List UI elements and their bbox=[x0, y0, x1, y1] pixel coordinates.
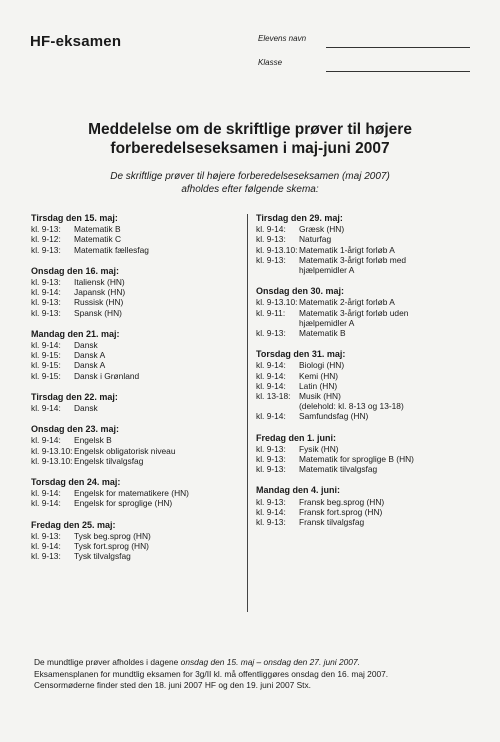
student-name-line bbox=[326, 47, 470, 48]
exam-subject: Engelsk for sproglige (HN) bbox=[74, 498, 173, 509]
exam-time: kl. 9-12: bbox=[31, 234, 61, 245]
exam-time: kl. 9-13: bbox=[31, 551, 61, 562]
document-title: HF-eksamen bbox=[30, 33, 122, 50]
column-divider bbox=[247, 214, 248, 612]
exam-subject: Fysik (HN) bbox=[299, 443, 339, 454]
exam-subject: Matematik 1-årigt forløb A bbox=[299, 244, 395, 255]
exam-time: kl. 9-13: bbox=[256, 254, 286, 265]
exam-entry bbox=[256, 444, 466, 454]
exam-entry bbox=[31, 531, 241, 541]
exam-entry bbox=[31, 435, 241, 445]
exam-entry bbox=[31, 350, 241, 360]
intro-line-1: De skriftlige prøver til højere forberedelseseksamen (maj 2007) bbox=[110, 171, 390, 182]
exam-subject: Spansk (HN) bbox=[74, 307, 122, 318]
exam-day bbox=[31, 266, 241, 318]
exam-time: kl. 9-13: bbox=[256, 328, 286, 339]
exam-subject: Latin (HN) bbox=[299, 380, 338, 391]
exam-day bbox=[31, 520, 241, 562]
exam-entry bbox=[31, 224, 241, 234]
exam-entry bbox=[256, 328, 466, 338]
exam-day-title: Tirsdag den 15. maj: bbox=[31, 213, 118, 223]
exam-time: kl. 9-13.10: bbox=[31, 445, 73, 456]
exam-time: kl. 9-13: bbox=[256, 464, 286, 475]
exam-entry bbox=[31, 245, 241, 255]
exam-subject: Italiensk (HN) bbox=[74, 277, 125, 288]
exam-entry bbox=[256, 497, 466, 507]
exam-subject: Matematik B bbox=[74, 224, 121, 235]
exam-entry bbox=[31, 277, 241, 287]
exam-subject: Samfundsfag (HN) bbox=[299, 411, 369, 422]
exam-time: kl. 9-13: bbox=[31, 244, 61, 255]
exam-entry bbox=[31, 287, 241, 297]
exam-time: kl. 9-14: bbox=[256, 370, 286, 381]
exam-subject: Russisk (HN) bbox=[74, 297, 124, 308]
exam-day-title: Mandag den 4. juni: bbox=[256, 485, 341, 496]
exam-subject: Græsk (HN) bbox=[299, 224, 345, 235]
exam-time: kl. 9-13: bbox=[256, 234, 286, 245]
exam-entry bbox=[31, 498, 241, 508]
exam-entry bbox=[256, 265, 466, 275]
footer-notes bbox=[34, 657, 474, 692]
exam-subject: Japansk (HN) bbox=[74, 287, 126, 298]
exam-subject: Fransk beg.sprog (HN) bbox=[299, 496, 385, 507]
footer-line-3: Censormøderne finder sted den 18. juni 2007 HF og den 19. juni 2007 Stx. bbox=[34, 680, 312, 690]
exam-subject: Dansk i Grønland bbox=[74, 370, 140, 381]
exam-entry bbox=[256, 401, 466, 411]
class-label: Klasse bbox=[258, 58, 283, 67]
exam-time: kl. 9-14: bbox=[256, 224, 286, 235]
class-field bbox=[258, 58, 470, 72]
exam-day-title: Tirsdag den 29. maj: bbox=[256, 213, 343, 223]
exam-time: kl. 9-15: bbox=[31, 370, 61, 381]
exam-entry bbox=[31, 297, 241, 307]
exam-entry bbox=[256, 454, 466, 464]
exam-day bbox=[256, 213, 466, 275]
exam-entry bbox=[256, 371, 466, 381]
schedule-left-column bbox=[31, 213, 241, 572]
exam-subject: Engelsk B bbox=[74, 435, 112, 446]
exam-entry bbox=[31, 371, 241, 381]
main-heading-line-1: Meddelelse om de skriftlige prøver til højere bbox=[88, 121, 412, 138]
exam-day bbox=[256, 349, 466, 421]
exam-day bbox=[256, 286, 466, 338]
exam-subject: Naturfag bbox=[299, 234, 332, 245]
exam-entry bbox=[256, 517, 466, 527]
exam-entry bbox=[256, 308, 466, 318]
exam-time: kl. 9-13.10: bbox=[256, 244, 298, 255]
exam-subject: hjælpemidler A bbox=[299, 317, 355, 328]
exam-time: kl. 9-15: bbox=[31, 360, 61, 371]
exam-entry bbox=[31, 234, 241, 244]
class-line bbox=[326, 71, 470, 72]
footer-line-1-dates: onsdag den 15. maj – onsdag den 27. juni 2007. bbox=[180, 657, 360, 667]
exam-subject: Matematik 2-årigt forløb A bbox=[299, 297, 395, 308]
exam-time: kl. 9-11: bbox=[256, 307, 286, 318]
exam-time: kl. 9-15: bbox=[31, 350, 61, 361]
exam-subject: Kemi (HN) bbox=[299, 370, 339, 381]
exam-subject: Engelsk obligatorisk niveau bbox=[74, 445, 176, 456]
intro-text bbox=[40, 170, 460, 196]
exam-entry bbox=[256, 318, 466, 328]
exam-entry bbox=[31, 403, 241, 413]
main-heading bbox=[40, 120, 460, 158]
exam-subject: Fransk tilvalgsfag bbox=[299, 517, 365, 528]
exam-subject: (delehold: kl. 8-13 og 13-18) bbox=[299, 401, 404, 412]
exam-time: kl. 9-13: bbox=[31, 307, 61, 318]
exam-subject: Matematik C bbox=[74, 234, 122, 245]
exam-day-title: Onsdag den 23. maj: bbox=[31, 424, 120, 435]
footer-line-1-text: De mundtlige prøver afholdes i dagene bbox=[34, 657, 181, 667]
exam-subject: Engelsk for matematikere (HN) bbox=[74, 488, 189, 499]
exam-entry bbox=[256, 411, 466, 421]
exam-entry bbox=[31, 551, 241, 561]
exam-entry bbox=[256, 464, 466, 474]
exam-day-title: Fredag den 25. maj: bbox=[31, 519, 116, 530]
exam-entry bbox=[256, 297, 466, 307]
exam-time: kl. 9-14: bbox=[31, 340, 61, 351]
exam-entry bbox=[31, 541, 241, 551]
exam-subject: Musik (HN) bbox=[299, 391, 341, 402]
exam-day bbox=[256, 433, 466, 475]
exam-day-title: Mandag den 21. maj: bbox=[31, 328, 120, 339]
exam-subject: Dansk A bbox=[74, 360, 106, 371]
exam-subject: Biologi (HN) bbox=[299, 360, 345, 371]
exam-day-title: Fredag den 1. juni: bbox=[256, 432, 337, 443]
exam-entry bbox=[256, 245, 466, 255]
exam-subject: Dansk bbox=[74, 403, 98, 414]
exam-subject: Dansk A bbox=[74, 350, 106, 361]
intro-line-2: afholdes efter følgende skema: bbox=[181, 184, 319, 195]
exam-subject: Dansk bbox=[74, 340, 98, 351]
exam-entry bbox=[256, 224, 466, 234]
exam-time: kl. 9-14: bbox=[31, 403, 61, 414]
exam-subject: Matematik B bbox=[299, 328, 346, 339]
exam-time: kl. 9-14: bbox=[31, 541, 61, 552]
exam-time: kl. 9-13: bbox=[31, 530, 61, 541]
exam-day bbox=[31, 213, 241, 255]
exam-time: kl. 9-14: bbox=[256, 360, 286, 371]
student-name-label: Elevens navn bbox=[258, 34, 307, 43]
exam-entry bbox=[256, 381, 466, 391]
exam-time: kl. 9-14: bbox=[31, 498, 61, 509]
exam-entry bbox=[31, 456, 241, 466]
schedule-right-column bbox=[256, 213, 466, 538]
exam-entry bbox=[31, 308, 241, 318]
exam-entry bbox=[256, 360, 466, 370]
exam-subject: Engelsk tilvalgsfag bbox=[74, 455, 144, 466]
footer-line-1 bbox=[34, 657, 474, 669]
exam-time: kl. 9-14: bbox=[256, 411, 286, 422]
exam-subject: Matematik fællesfag bbox=[74, 244, 149, 255]
exam-day bbox=[31, 392, 241, 413]
exam-time: kl. 9-13: bbox=[31, 297, 61, 308]
exam-time: kl. 9-13: bbox=[256, 517, 286, 528]
exam-day-title: Torsdag den 24. maj: bbox=[31, 477, 121, 488]
exam-time: kl. 9-14: bbox=[31, 435, 61, 446]
exam-subject: Matematik for sproglige B (HN) bbox=[299, 454, 414, 465]
exam-day-title: Onsdag den 16. maj: bbox=[31, 265, 120, 276]
exam-subject: Matematik 3-årigt forløb uden bbox=[299, 307, 409, 318]
exam-entry bbox=[256, 507, 466, 517]
main-heading-line-2: forberedelseseksamen i maj-juni 2007 bbox=[110, 140, 390, 157]
exam-day bbox=[31, 477, 241, 509]
exam-time: kl. 9-13.10: bbox=[31, 455, 73, 466]
exam-time: kl. 9-13.10: bbox=[256, 297, 298, 308]
exam-entry bbox=[31, 446, 241, 456]
exam-time: kl. 9-14: bbox=[256, 506, 286, 517]
exam-entry bbox=[256, 255, 466, 265]
student-name-field bbox=[258, 34, 470, 48]
exam-time: kl. 9-13: bbox=[256, 454, 286, 465]
exam-time: kl. 9-14: bbox=[31, 488, 61, 499]
exam-day bbox=[31, 424, 241, 466]
exam-time: kl. 9-14: bbox=[31, 287, 61, 298]
exam-day-title: Tirsdag den 22. maj: bbox=[31, 391, 118, 402]
exam-entry bbox=[256, 234, 466, 244]
exam-entry bbox=[31, 488, 241, 498]
exam-time: kl. 9-13: bbox=[31, 224, 61, 235]
exam-time: kl. 9-14: bbox=[256, 380, 286, 391]
exam-day bbox=[31, 329, 241, 381]
exam-day-title: Onsdag den 30. maj: bbox=[256, 286, 345, 297]
exam-subject: Tysk fort.sprog (HN) bbox=[74, 541, 149, 552]
exam-day bbox=[256, 485, 466, 527]
exam-subject: Tysk beg.sprog (HN) bbox=[74, 530, 151, 541]
exam-entry bbox=[256, 391, 466, 401]
exam-subject: Matematik 3-årigt forløb med bbox=[299, 254, 407, 265]
exam-time: kl. 9-13: bbox=[31, 277, 61, 288]
exam-day-title: Torsdag den 31. maj: bbox=[256, 349, 346, 360]
exam-entry bbox=[31, 360, 241, 370]
exam-subject: hjælpemidler A bbox=[299, 265, 355, 276]
exam-time: kl. 9-13: bbox=[256, 496, 286, 507]
exam-subject: Fransk fort.sprog (HN) bbox=[299, 506, 383, 517]
exam-subject: Tysk tilvalgsfag bbox=[74, 551, 131, 562]
exam-subject: Matematik tilvalgsfag bbox=[299, 464, 378, 475]
exam-entry bbox=[31, 340, 241, 350]
exam-time: kl. 9-13: bbox=[256, 443, 286, 454]
footer-line-2: Eksamensplanen for mundtlig eksamen for 3g/II kl. må offentliggøres onsdag den 16. maj 2007. bbox=[34, 668, 389, 679]
exam-time: kl. 13-18: bbox=[256, 391, 291, 402]
